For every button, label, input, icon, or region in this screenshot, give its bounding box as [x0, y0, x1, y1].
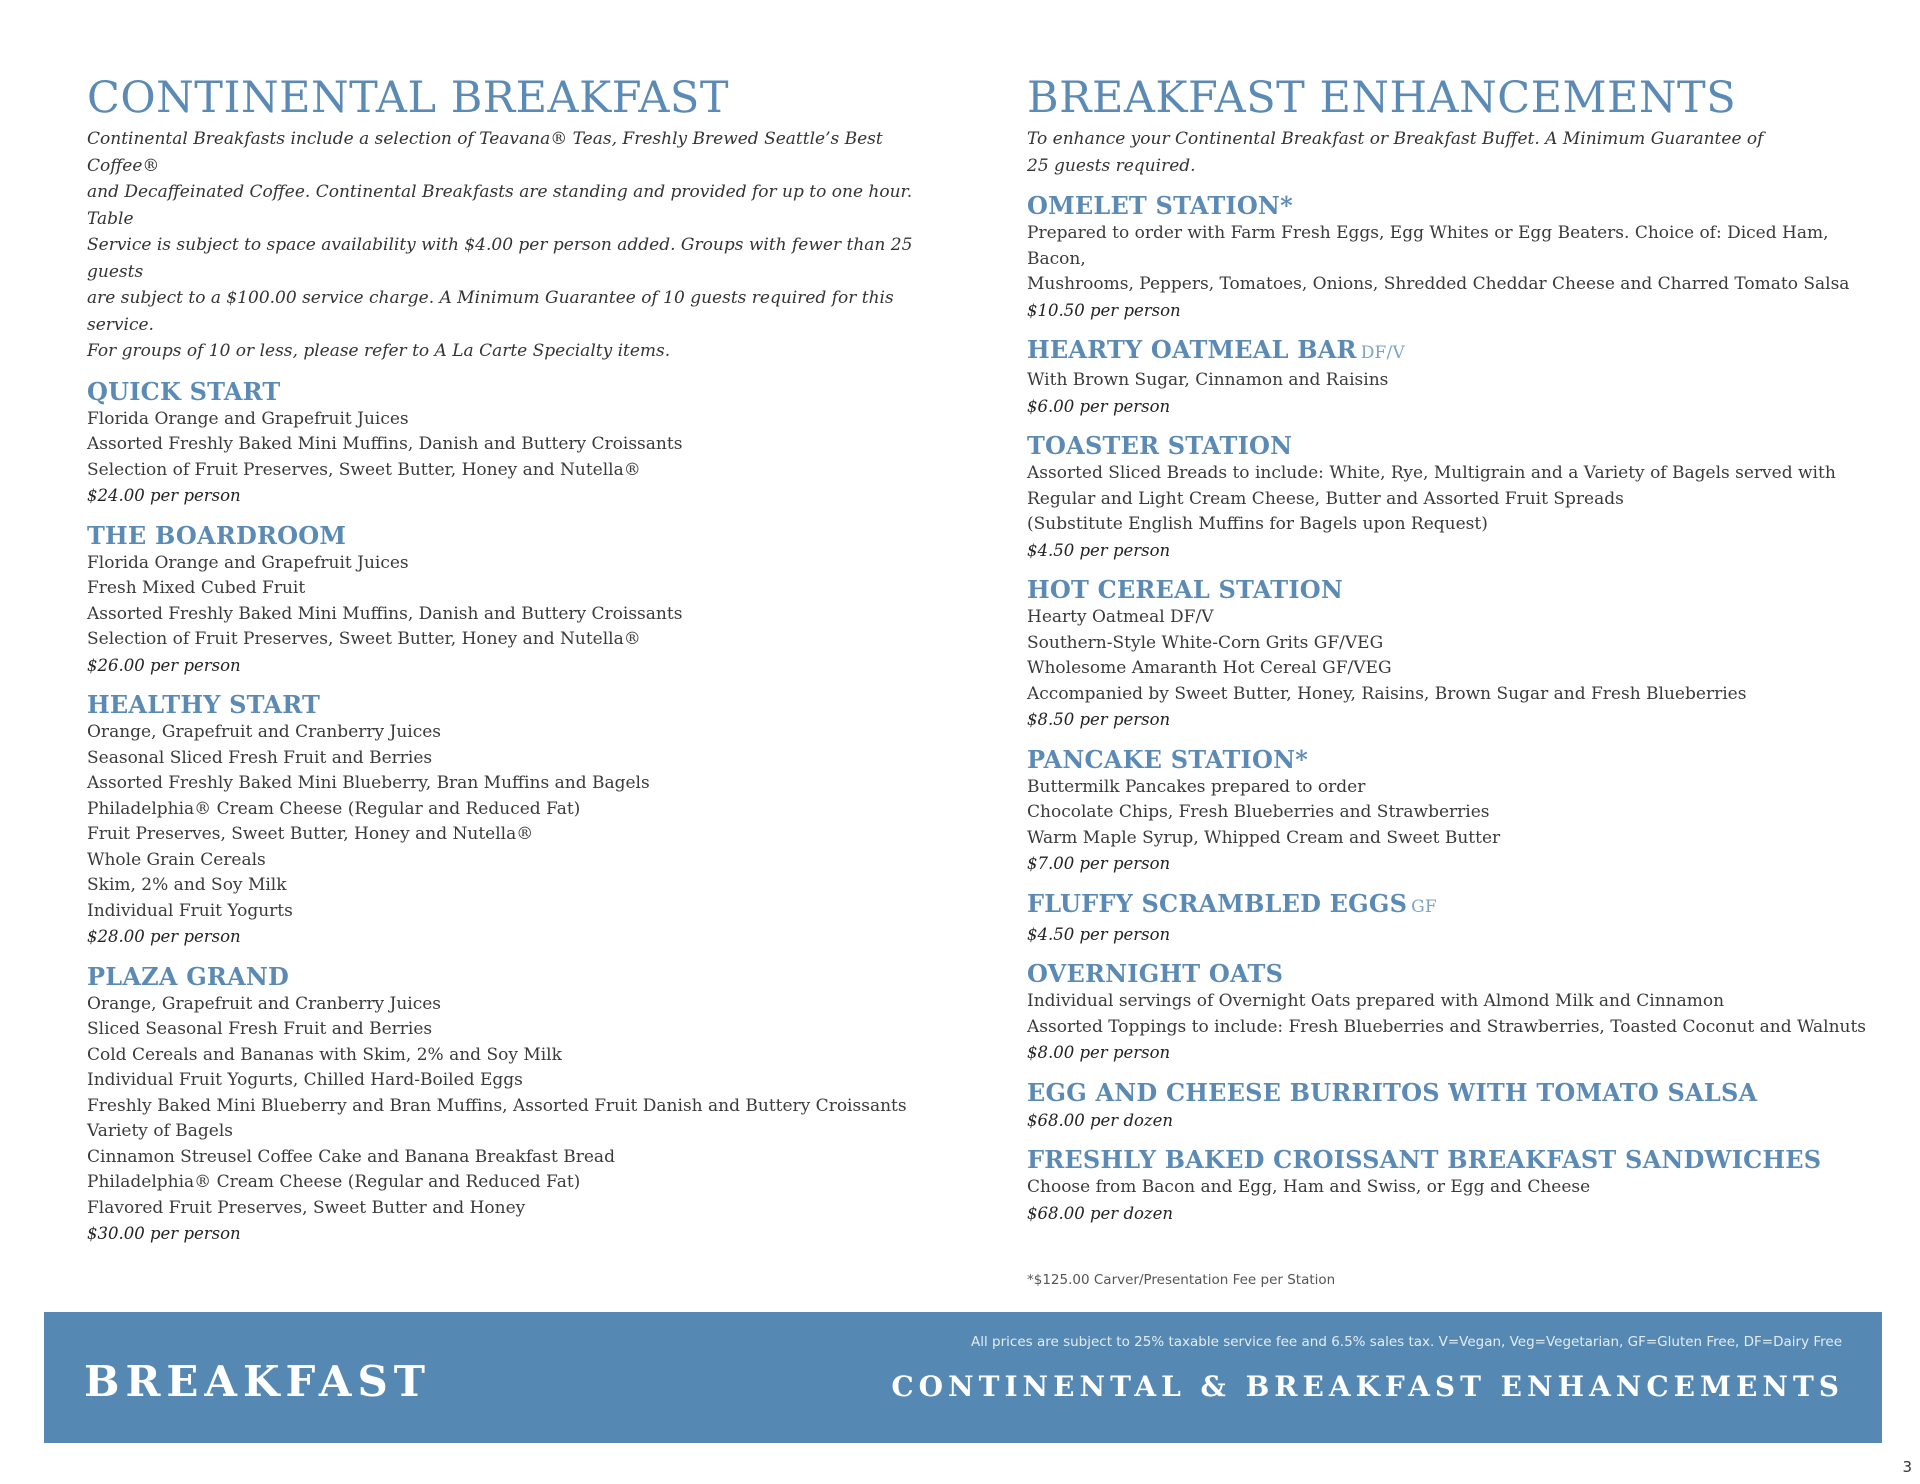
- menu-item-line: Orange, Grapefruit and Cranberry Juices: [87, 993, 442, 1014]
- menu-item-line: Skim, 2% and Soy Milk: [87, 875, 287, 895]
- section-price: $4.50 per person: [1027, 540, 1171, 560]
- section-title: [1027, 745, 1877, 775]
- section-title-text: THE BOARDROOM: [87, 520, 347, 550]
- menu-item-line: Assorted Freshly Baked Mini Muffins, Danish and Buttery Croissants: [87, 434, 683, 454]
- footer-banner: [44, 1312, 1882, 1443]
- menu-item-line: Accompanied by Sweet Butter, Honey, Raisins, Brown Sugar and Fresh Blueberries: [1027, 683, 1747, 704]
- menu-item-line: Choose from Bacon and Egg, Ham and Swiss, or Egg and Cheese: [1027, 1177, 1591, 1197]
- menu-item-line: Individual Fruit Yogurts: [87, 900, 293, 921]
- intro-line: are subject to a $100.00 service charge. A Minimum Guarantee of 10 guests required for this service.: [87, 288, 894, 335]
- menu-item-line: Wholesome Amaranth Hot Cereal GF/VEG: [1027, 658, 1392, 678]
- section-price: $8.50 per person: [1027, 710, 1171, 729]
- menu-item-line: Hearty Oatmeal DF/V: [1027, 607, 1214, 627]
- menu-section: [1027, 335, 1877, 419]
- section-title: [1027, 1145, 1877, 1175]
- section-price: $6.00 per person: [1027, 396, 1171, 416]
- menu-item-line: With Brown Sugar, Cinnamon and Raisins: [1027, 370, 1389, 390]
- section-title-text: FRESHLY BAKED CROISSANT BREAKFAST SANDWICHES: [1027, 1145, 1822, 1174]
- section-title-text: FLUFFY SCRAMBLED EGGS: [1027, 888, 1408, 918]
- menu-item-line: Orange, Grapefruit and Cranberry Juices: [87, 722, 442, 742]
- section-title: [1027, 191, 1877, 221]
- page-number: 3: [1902, 1458, 1912, 1476]
- menu-item-line: Cold Cereals and Bananas with Skim, 2% and Soy Milk: [87, 1044, 562, 1065]
- section-title-text: HEARTY OATMEAL BAR: [1027, 335, 1357, 364]
- continental-sections: [87, 377, 957, 1247]
- dietary-tag: GF: [1411, 896, 1437, 917]
- section-title: [1027, 575, 1877, 605]
- menu-item-line: Assorted Toppings to include: Fresh Blueberries and Strawberries, Toasted Coconut and Walnuts: [1027, 1016, 1867, 1037]
- dietary-tag: DF/V: [1360, 343, 1405, 363]
- enhancement-sections: [1027, 191, 1877, 1226]
- menu-section: [87, 377, 957, 509]
- menu-item-line: Assorted Freshly Baked Mini Muffins, Danish and Buttery Croissants: [87, 603, 683, 624]
- menu-item-line: Chocolate Chips, Fresh Blueberries and Strawberries: [1027, 802, 1490, 822]
- section-title: [87, 962, 957, 992]
- menu-item-line: Fresh Mixed Cubed Fruit: [87, 578, 306, 598]
- menu-section: [1027, 889, 1877, 948]
- continental-intro: [87, 126, 957, 365]
- section-title: [1027, 335, 1877, 368]
- section-price: $68.00 per dozen: [1027, 1110, 1174, 1130]
- menu-item-line: Mushrooms, Peppers, Tomatoes, Onions, Shredded Cheddar Cheese and Charred Tomato Salsa: [1027, 274, 1850, 294]
- menu-item-line: Whole Grain Cereals: [87, 849, 266, 870]
- menu-section: [1027, 1078, 1877, 1134]
- section-title-text: EGG AND CHEESE BURRITOS WITH TOMATO SALSA: [1027, 1077, 1758, 1107]
- menu-section: [87, 521, 957, 679]
- menu-item-line: Assorted Freshly Baked Mini Blueberry, Bran Muffins and Bagels: [87, 773, 650, 793]
- banner-pricing-note: All prices are subject to 25% taxable service fee and 6.5% sales tax. V=Vegan, Veg=Vegetarian, GF=Gluten Free, DF=Dairy Free: [971, 1334, 1842, 1350]
- intro-line: Service is subject to space availability with $4.00 per person added. Groups with fewer than 25 guests: [87, 235, 913, 282]
- menu-item-line: Flavored Fruit Preserves, Sweet Butter and Honey: [87, 1197, 526, 1218]
- menu-item-line: Assorted Sliced Breads to include: White, Rye, Multigrain and a Variety of Bagels served with: [1027, 463, 1836, 483]
- section-title-text: PLAZA GRAND: [87, 961, 290, 991]
- section-title: [1027, 431, 1877, 461]
- menu-item-line: Selection of Fruit Preserves, Sweet Butter, Honey and Nutella®: [87, 629, 641, 649]
- menu-item-line: Individual Fruit Yogurts, Chilled Hard-Boiled Eggs: [87, 1070, 523, 1090]
- section-title: [1027, 959, 1877, 989]
- section-title-text: OVERNIGHT OATS: [1027, 959, 1284, 988]
- section-price: $10.50 per person: [1027, 300, 1181, 320]
- breakfast-enhancements-column: [1027, 70, 1877, 1238]
- menu-section: [87, 690, 957, 950]
- menu-item-line: Fruit Preserves, Sweet Butter, Honey and Nutella®: [87, 824, 534, 844]
- menu-item-line: Freshly Baked Mini Blueberry and Bran Muffins, Assorted Fruit Danish and Buttery Croissants: [87, 1095, 907, 1116]
- intro-line: Continental Breakfasts include a selection of Teavana® Teas, Freshly Brewed Seattle’s Best Coffee®: [87, 129, 883, 176]
- menu-item-line: Buttermilk Pancakes prepared to order: [1027, 776, 1366, 797]
- section-price: $7.00 per person: [1027, 854, 1171, 873]
- section-price: $68.00 per dozen: [1027, 1203, 1174, 1223]
- menu-section: [1027, 1145, 1877, 1226]
- menu-section: [1027, 431, 1877, 563]
- menu-section: [1027, 575, 1877, 733]
- menu-item-line: (Substitute English Muffins for Bagels upon Request): [1027, 514, 1488, 534]
- menu-item-line: Selection of Fruit Preserves, Sweet Butter, Honey and Nutella®: [87, 459, 641, 480]
- menu-section: [87, 962, 957, 1247]
- menu-item-line: Philadelphia® Cream Cheese (Regular and Reduced Fat): [87, 1172, 581, 1192]
- menu-item-line: Southern-Style White-Corn Grits GF/VEG: [1027, 632, 1384, 653]
- intro-line: To enhance your Continental Breakfast or Breakfast Buffet. A Minimum Guarantee of: [1027, 129, 1764, 149]
- section-title-text: QUICK START: [87, 376, 281, 406]
- section-price: $24.00 per person: [87, 486, 241, 505]
- menu-section: [1027, 959, 1877, 1066]
- section-title-text: OMELET STATION*: [1027, 191, 1293, 220]
- section-price: $30.00 per person: [87, 1224, 241, 1243]
- section-title-text: HOT CEREAL STATION: [1027, 575, 1343, 604]
- menu-item-line: Florida Orange and Grapefruit Juices: [87, 552, 409, 573]
- section-title: [87, 521, 957, 551]
- menu-item-line: Seasonal Sliced Fresh Fruit and Berries: [87, 747, 433, 768]
- menu-item-line: Individual servings of Overnight Oats prepared with Almond Milk and Cinnamon: [1027, 991, 1725, 1011]
- section-price: $28.00 per person: [87, 927, 241, 946]
- intro-line: 25 guests required.: [1027, 155, 1196, 176]
- section-title: [87, 377, 957, 407]
- continental-breakfast-column: [87, 70, 957, 1259]
- section-title-text: HEALTHY START: [87, 690, 321, 719]
- section-title-text: PANCAKE STATION*: [1027, 744, 1308, 774]
- intro-line: and Decaffeinated Coffee. Continental Breakfasts are standing and provided for up to one hour. Table: [87, 182, 913, 229]
- station-fee-footnote: *$125.00 Carver/Presentation Fee per Station: [1027, 1272, 1336, 1288]
- banner-section-title: CONTINENTAL & BREAKFAST ENHANCEMENTS: [891, 1370, 1844, 1403]
- section-title: [1027, 1078, 1877, 1108]
- menu-item-line: Regular and Light Cream Cheese, Butter and Assorted Fruit Spreads: [1027, 488, 1624, 509]
- section-price: $8.00 per person: [1027, 1043, 1171, 1062]
- breakfast-enhancements-title: BREAKFAST ENHANCEMENTS: [1027, 73, 1737, 123]
- menu-item-line: Warm Maple Syrup, Whipped Cream and Sweet Butter: [1027, 827, 1501, 848]
- menu-section: [1027, 191, 1877, 323]
- section-title: [1027, 889, 1877, 922]
- menu-item-line: Prepared to order with Farm Fresh Eggs, Egg Whites or Egg Beaters. Choice of: Diced Ham, Bacon,: [1027, 223, 1829, 269]
- section-price: $4.50 per person: [1027, 924, 1171, 944]
- banner-breakfast-title: BREAKFAST: [84, 1357, 432, 1406]
- menu-section: [1027, 745, 1877, 877]
- menu-item-line: Cinnamon Streusel Coffee Cake and Banana Breakfast Bread: [87, 1146, 615, 1167]
- section-title-text: TOASTER STATION: [1027, 431, 1293, 460]
- intro-line: For groups of 10 or less, please refer to A La Carte Specialty items.: [87, 341, 671, 361]
- menu-item-line: Philadelphia® Cream Cheese (Regular and Reduced Fat): [87, 798, 581, 819]
- section-price: $26.00 per person: [87, 655, 241, 675]
- section-title: [87, 690, 957, 720]
- menu-item-line: Florida Orange and Grapefruit Juices: [87, 408, 409, 429]
- menu-item-line: Variety of Bagels: [87, 1121, 233, 1141]
- enhancements-intro: [1027, 126, 1877, 179]
- menu-item-line: Sliced Seasonal Fresh Fruit and Berries: [87, 1019, 433, 1039]
- continental-breakfast-title: CONTINENTAL BREAKFAST: [87, 73, 730, 123]
